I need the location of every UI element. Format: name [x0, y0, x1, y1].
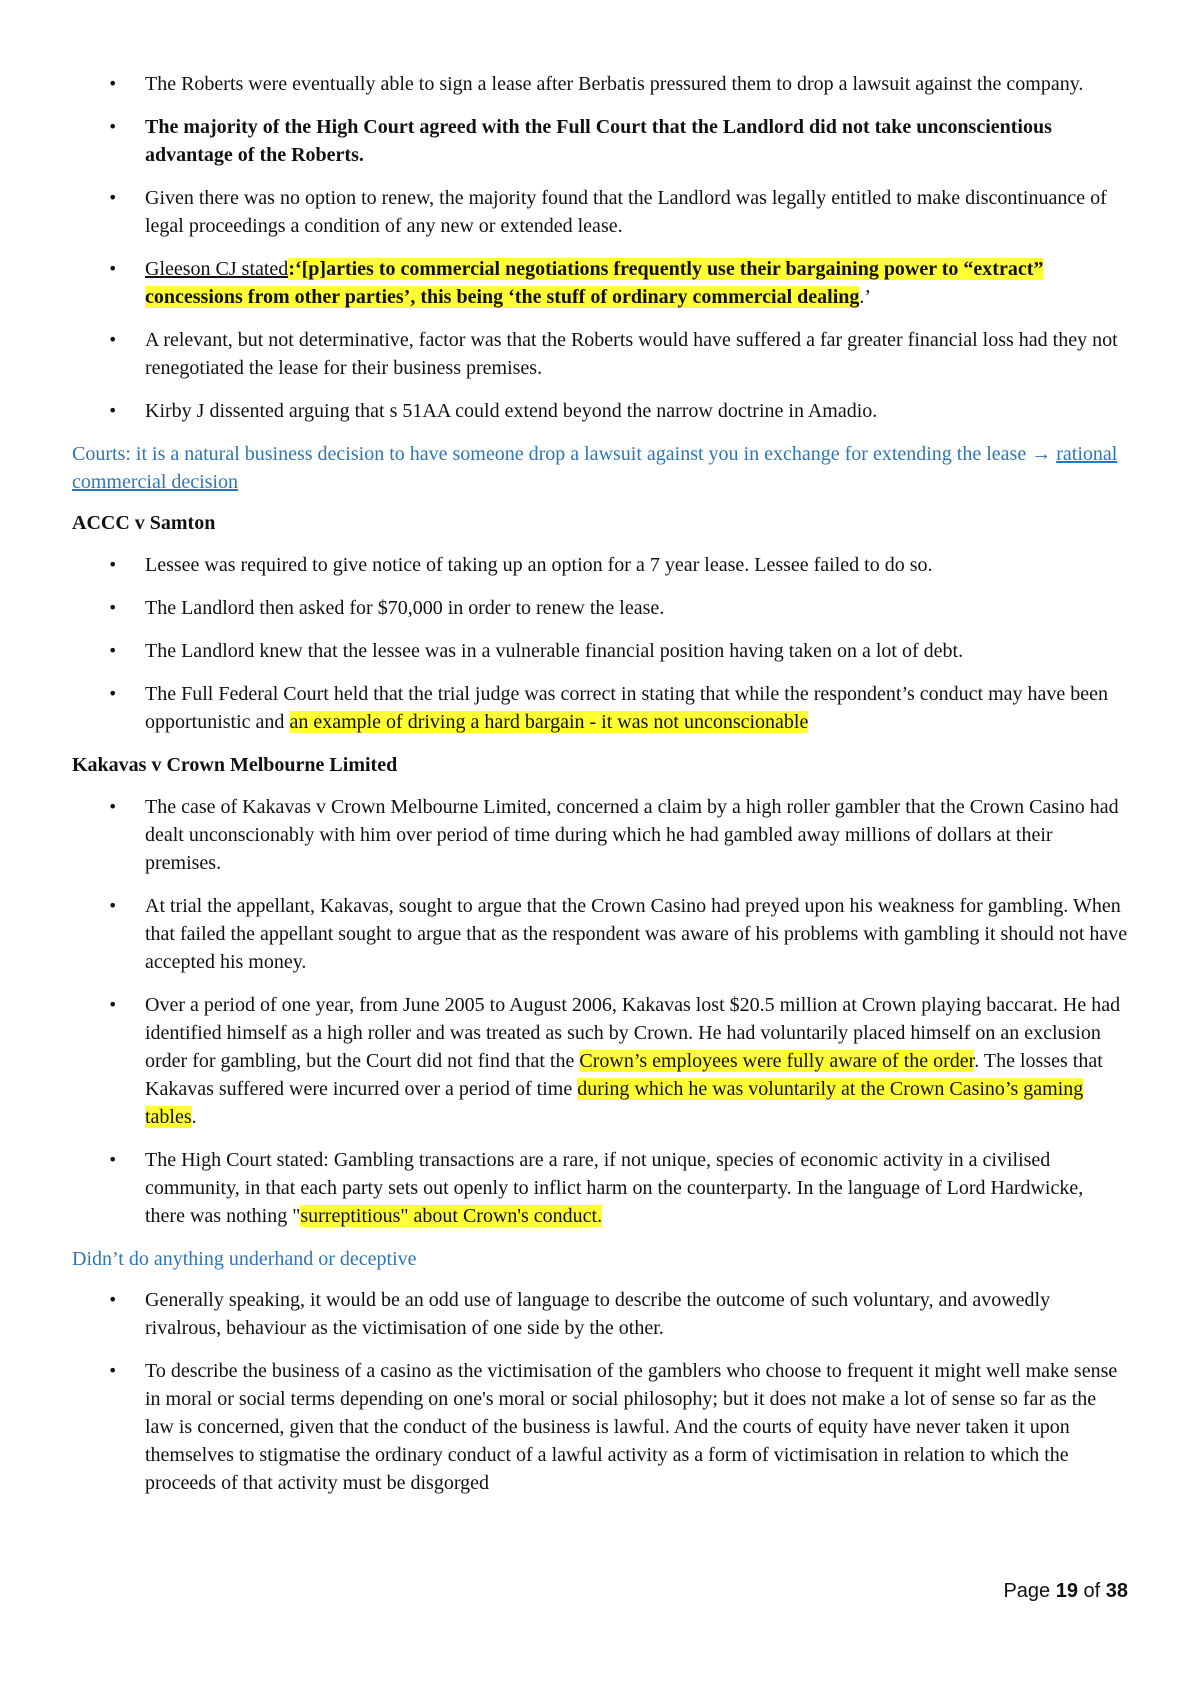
bullet-icon: • [108, 598, 118, 617]
list-item [72, 397, 1128, 425]
rational-decision-link[interactable]: rational commercial decision [72, 443, 1118, 493]
gleeson-quote-close: .’ [859, 286, 872, 308]
voluntarily-highlight: during which he was voluntarily at the Crown Casino’s gaming tables [145, 1078, 1084, 1128]
kakavas-quote-list [72, 1286, 1128, 1497]
total-page-count: 38 [1105, 1580, 1128, 1602]
arrow-right-icon: → [1031, 443, 1052, 465]
courts-note [72, 440, 1128, 496]
list-item [72, 1286, 1128, 1342]
list-item-text: . The losses that Kakavas suffered were incurred over a period of time [145, 1050, 1103, 1100]
list-item [72, 637, 1128, 665]
page-number-footer [1003, 1577, 1128, 1605]
list-item-text: The Full Federal Court held that the trial judge was correct in stating that while the respondent’s conduct may have been opportunistic and [145, 683, 1109, 733]
gleeson-quote-highlight: ‘[p]arties to commercial negotiations frequently use their bargaining power to “extract” concessions from other parties’, this being ‘the stuff of ordinary commercial dealing [145, 258, 1044, 308]
list-item [72, 1146, 1128, 1230]
bullet-icon: • [108, 259, 118, 278]
list-item-text: Lessee was required to give notice of taking up an option for a 7 year lease. Lessee failed to do so. [145, 554, 933, 576]
list-item-text: The case of Kakavas v Crown Melbourne Limited, concerned a claim by a high roller gambler that the Crown Casino had dealt unconscionably with him over period of time during which he had gambled away millions of dollars at their premises. [145, 796, 1119, 874]
list-item [72, 70, 1128, 98]
list-item-text: Given there was no option to renew, the majority found that the Landlord was legally entitled to make discontinuance of legal proceedings a condition of any new or extended lease. [145, 187, 1107, 237]
bullet-icon: • [108, 117, 118, 136]
kakavas-bullet-list [72, 793, 1128, 1230]
hard-bargain-highlight: an example of driving a hard bargain - it was not unconscionable [289, 711, 809, 733]
list-item [72, 793, 1128, 877]
gleeson-colon: : [288, 258, 295, 280]
bullet-icon: • [108, 188, 118, 207]
list-item [72, 1357, 1128, 1497]
bullet-icon: • [108, 401, 118, 420]
kakavas-heading: Kakavas v Crown Melbourne Limited [72, 754, 398, 776]
list-item-text: Over a period of one year, from June 2005 to August 2006, Kakavas lost $20.5 million at Crown playing baccarat. He had identified himself as a high roller and was treated as such by Crown. He had voluntarily placed himself on an exclusion order for gambling, but the Court did not find that the [145, 994, 1121, 1072]
list-item-text: To describe the business of a casino as the victimisation of the gamblers who choose to frequent it might well make sense in moral or social terms depending on one's moral or social philosophy; but it does not make a lot of sense so far as the law is concerned, given that the conduct of the business is lawful. And the courts of equity have never taken it upon themselves to stigmatise the ordinary conduct of a lawful activity as a form of victimisation in relation to which the proceeds of that activity must be disgorged [145, 1360, 1118, 1494]
samton-heading: ACCC v Samton [72, 512, 216, 534]
page-label: Page [1003, 1580, 1056, 1602]
list-item-text: The High Court stated: Gambling transactions are a rare, if not unique, species of economic activity in a civilised community, in that each party sets out openly to inflict harm on the counterparty. In the language of Lord Hardwicke, there was nothing " [145, 1149, 1084, 1227]
courts-note-text: Courts: it is a natural business decision to have someone drop a lawsuit against you in exchange for extending the lease [72, 443, 1027, 465]
list-item [72, 255, 1128, 311]
list-item-text: The Landlord then asked for $70,000 in order to renew the lease. [145, 597, 665, 619]
list-item [72, 892, 1128, 976]
gleeson-lead: Gleeson CJ stated [145, 258, 289, 280]
list-item [72, 184, 1128, 240]
list-item [72, 594, 1128, 622]
list-item [72, 551, 1128, 579]
bullet-icon: • [108, 1150, 118, 1169]
bullet-icon: • [108, 330, 118, 349]
list-item-text: The Landlord knew that the lessee was in a vulnerable financial position having taken on a lot of debt. [145, 640, 964, 662]
bullet-icon: • [108, 896, 118, 915]
bullet-icon: • [108, 1290, 118, 1309]
list-item [72, 113, 1128, 169]
bullet-icon: • [108, 1361, 118, 1380]
list-item-text: At trial the appellant, Kakavas, sought to argue that the Crown Casino had preyed upon his weakness for gambling. When that failed the appellant sought to argue that as the respondent was aware of his problems with gambling it should not have accepted his money. [145, 895, 1128, 973]
samton-bullet-list [72, 551, 1128, 736]
list-item [72, 326, 1128, 382]
bullet-icon: • [108, 74, 118, 93]
current-page-number: 19 [1055, 1580, 1078, 1602]
list-item-text: Kirby J dissented arguing that s 51AA could extend beyond the narrow doctrine in Amadio. [145, 400, 878, 422]
page-content [72, 70, 1128, 1512]
list-item [72, 680, 1128, 736]
list-item-text: Generally speaking, it would be an odd use of language to describe the outcome of such voluntary, and avowedly rivalrous, behaviour as the victimisation of one side by the other. [145, 1289, 1051, 1339]
list-item [72, 991, 1128, 1131]
bullet-icon: • [108, 641, 118, 660]
surreptitious-highlight: surreptitious" about Crown's conduct. [300, 1205, 603, 1227]
list-item-text: The Roberts were eventually able to sign a lease after Berbatis pressured them to drop a lawsuit against the company. [145, 73, 1084, 95]
bullet-icon: • [108, 684, 118, 703]
bullet-icon: • [108, 555, 118, 574]
employees-aware-highlight: Crown’s employees were fully aware of the order [579, 1050, 975, 1072]
bullet-icon: • [108, 797, 118, 816]
list-item-text: A relevant, but not determinative, factor was that the Roberts would have suffered a far greater financial loss had they not renegotiated the lease for their business premises. [145, 329, 1118, 379]
list-item-text: The majority of the High Court agreed with the Full Court that the Landlord did not take unconscientious advantage of the Roberts. [145, 116, 1052, 166]
roberts-bullet-list [72, 70, 1128, 425]
bullet-icon: • [108, 995, 118, 1014]
underhand-note: Didn’t do anything underhand or deceptive [72, 1248, 417, 1270]
page-of-label: of [1077, 1580, 1106, 1602]
list-item-text: . [191, 1106, 197, 1128]
